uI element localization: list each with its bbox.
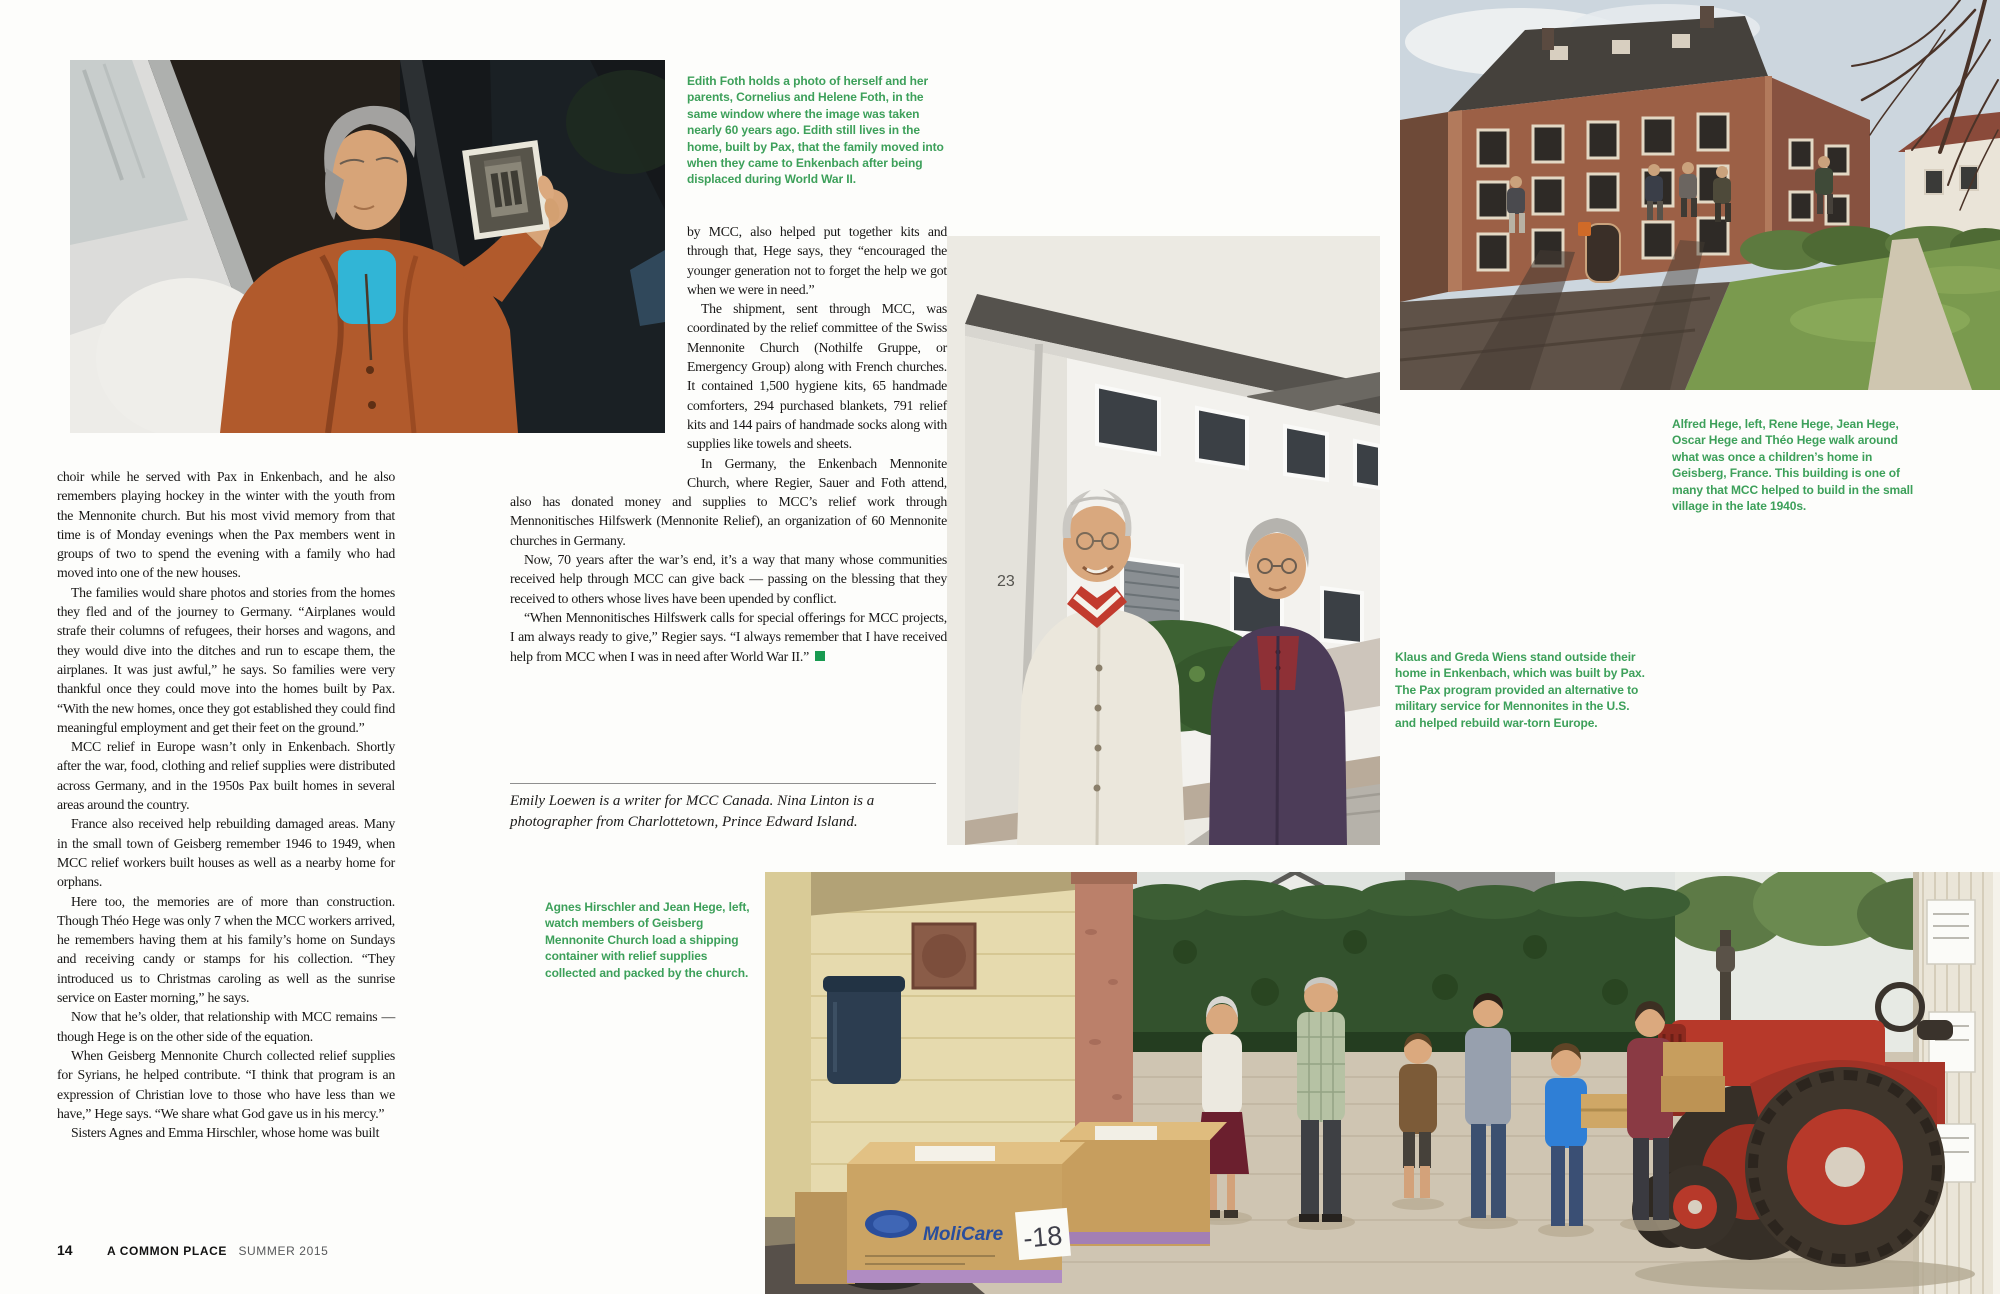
geisberg-building-photo	[1400, 0, 2000, 390]
paragraph: Now, 70 years after the war’s end, it’s a way that many whose communities received help through MCC can give back — passing on the blessing that they received to others whose lives have been upended by conflict.	[510, 552, 947, 606]
article-column-left	[57, 467, 395, 1142]
klaus-greda-wiens-photo	[947, 236, 1380, 845]
paragraph: France also received help rebuilding damaged areas. Many in the small town of Geisberg remember 1946 to 1949, when MCC relief workers built houses as well as a nearby home for orphans.	[57, 816, 395, 890]
caption-klaus-greda: Klaus and Greda Wiens stand outside their home in Enkenbach, which was built by Pax. The Pax program provided an alternative to military service for Mennonites in the U.S. and helped rebuild war-torn Europe.	[1395, 650, 1645, 730]
paragraph: choir while he served with Pax in Enkenbach, and he also remembers playing hockey in the winter with the youth from the Mennonite church. But his most vivid memory from that time is of Monday evenings when the Pax members went in groups of two to spend the evening with a family who had moved into one of the new houses.	[57, 469, 395, 581]
page-number: 14	[57, 1242, 73, 1258]
end-mark	[815, 651, 825, 661]
caption-container-loading: Agnes Hirschler and Jean Hege, left, watch members of Geisberg Mennonite Church load a shipping container with relief supplies collected and packed by the church.	[545, 900, 750, 980]
page-footer	[57, 1242, 328, 1260]
paragraph: The shipment, sent through MCC, was coordinated by the relief committee of the Swiss Mennonite Church (Nothilfe Gruppe, or Emergency Group) along with French churches. It contained 1,500 hygiene kits, 65 handmade comforters, 294 purchased blankets, 791 relief kits and 144 pairs of handmade socks along with supplies like towels and sheets.	[687, 301, 947, 452]
orange-bucket	[1578, 222, 1591, 236]
molicare-box-label: MoliCare	[923, 1224, 1004, 1245]
klaus-photo-illustration	[947, 236, 1380, 845]
paragraph: Here too, the memories are of more than construction. Though Théo Hege was only 7 when the MCC workers arrived, he remembers having them at his family’s home on Sundays and receiving candy or stamps for his collection. “They introduced us to Christmas caroling as well as the sunrise service on Easter morning,” he says.	[57, 893, 395, 1006]
loading-photo-illustration	[765, 872, 2000, 1294]
article-column-middle	[510, 222, 947, 666]
paragraph-text: “When Mennonitisches Hilfswerk calls for special offerings for MCC projects, I am always ready to give,” Regier says. “I always remember that I have received help from MCC when I was in need after World War II.”	[510, 609, 947, 664]
column-wrap-spacer	[510, 222, 687, 474]
paragraph: Now that he’s older, that relationship with MCC remains — though Hege is on the other side of the equation.	[57, 1009, 395, 1044]
paragraph: by MCC, also helped put together kits and through that, Hege says, they “encouraged the younger generation not to forget the help we got when we were in need.”	[687, 224, 947, 297]
issue-label: SUMMER 2015	[238, 1244, 329, 1258]
geisberg-photo-illustration	[1400, 0, 2000, 390]
paragraph: The families would share photos and stories from the homes they fled and of the journey to Germany. “Airplanes would strafe their columns of refugees, their horses and wagons, and they would dive into the ditches and run to escape them, the airplanes. It was just awful,” he says. So families were very thankful once they could move into the homes built by Pax. “With the new homes, once they got established they could find meaningful employment and get their feet on the ground.”	[57, 584, 395, 735]
paragraph: Sisters Agnes and Emma Hirschler, whose home was built	[71, 1125, 380, 1141]
box-count-label: -18	[1022, 1220, 1064, 1254]
caption-edith-foth: Edith Foth holds a photo of herself and her parents, Cornelius and Helene Foth, in the same window where the image was taken nearly 60 years ago. Edith still lives in the home, built by Pax, that the family moved into when they came to Enkenbach after being displaced during World War II.	[687, 74, 944, 187]
paragraph: In Germany, the Enkenbach Mennonite Church, where Regier, Sauer and Foth attend, also has donated money and supplies to MCC’s relief work through Mennonitisches Hilfswerk (Mennonite Relief), an organization of 60 Mennonite churches in Germany.	[510, 455, 947, 548]
house-number: 23	[997, 573, 1015, 590]
credit-divider	[510, 783, 936, 784]
author-credit: Emily Loewen is a writer for MCC Canada. Nina Linton is a photographer from Charlottetown, Prince Edward Island.	[510, 793, 875, 830]
paragraph	[510, 608, 947, 666]
paragraph: MCC relief in Europe wasn’t only in Enkenbach. Shortly after the war, food, clothing and relief supplies were distributed across Germany, and in the 1950s Pax built homes in several areas around the country.	[57, 739, 395, 813]
container-loading-photo	[765, 872, 2000, 1294]
paragraph: When Geisberg Mennonite Church collected relief supplies for Syrians, he helped contribute. “I think that program is an expression of Christian love to those who have less than we have,” Hege says. “We share what God gave us in his mercy.”	[57, 1047, 395, 1121]
magazine-title: A COMMON PLACE	[107, 1244, 227, 1258]
wheelie-bin	[823, 976, 905, 1084]
caption-geisberg-building: Alfred Hege, left, Rene Hege, Jean Hege, Oscar Hege and Théo Hege walk around what was once a children’s home in Geisberg, France. This building is one of many that MCC helped to build in the small village in the late 1940s.	[1672, 417, 1914, 514]
